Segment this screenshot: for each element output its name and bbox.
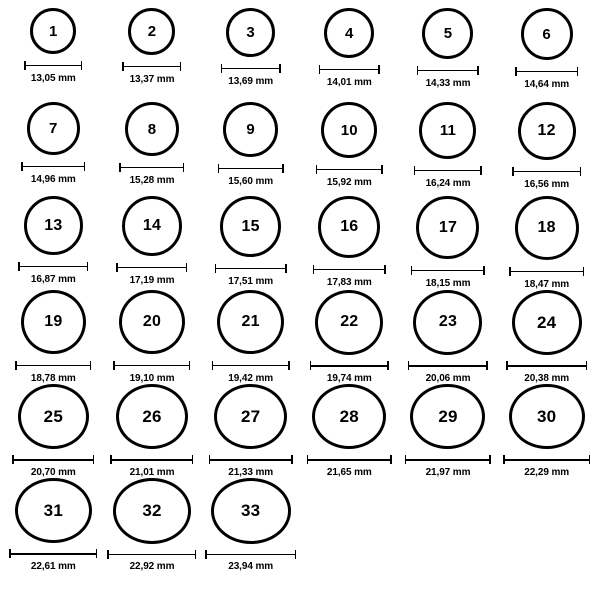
diameter-value: 13,05 mm <box>30 73 76 84</box>
ring-size-cell[interactable] <box>103 290 202 384</box>
ring-size-label: 22 <box>340 313 359 331</box>
ring-size-label: 28 <box>339 407 359 427</box>
ring-size-label: 23 <box>438 313 458 331</box>
measure-bar <box>119 167 184 169</box>
ring-circle <box>27 102 80 155</box>
diameter-measure-line <box>405 456 491 464</box>
ring-size-cell[interactable] <box>399 290 498 384</box>
diameter-measure-line <box>313 265 386 274</box>
ring-circle <box>217 290 284 354</box>
measure-bar <box>212 365 290 367</box>
diameter-value: 18,15 mm <box>425 278 471 289</box>
measure-bar <box>18 266 88 268</box>
measure-bar <box>405 459 491 461</box>
diameter-measure-line <box>18 262 88 271</box>
measure-bar <box>24 65 82 67</box>
measure-bar <box>307 459 392 461</box>
ring-size-label: 5 <box>443 25 453 42</box>
ring-circle <box>113 478 191 544</box>
ring-size-cell[interactable] <box>103 102 202 196</box>
diameter-measure-line <box>506 362 587 370</box>
ring-size-cell[interactable] <box>4 8 103 102</box>
measure-bar <box>9 553 97 555</box>
ring-size-cell[interactable] <box>201 384 300 478</box>
ring-size-cell[interactable] <box>300 8 399 102</box>
ring-circle <box>119 290 185 354</box>
ring-circle <box>324 8 374 58</box>
diameter-measure-line <box>319 65 380 74</box>
ring-size-label: 6 <box>542 25 551 43</box>
diameter-measure-line <box>414 166 482 175</box>
measure-bar <box>107 554 196 556</box>
ring-size-cell[interactable] <box>399 384 498 478</box>
ring-size-label: 27 <box>241 407 261 427</box>
diameter-measure-line <box>310 362 389 371</box>
ring-size-cell[interactable] <box>399 102 498 196</box>
ring-size-label: 17 <box>438 218 458 236</box>
measure-bar <box>316 169 383 171</box>
measure-bar <box>21 166 85 168</box>
diameter-value: 21,01 mm <box>129 467 175 478</box>
ring-circle <box>512 290 582 355</box>
ring-size-label: 4 <box>345 24 354 42</box>
diameter-value: 18,78 mm <box>30 373 76 384</box>
diameter-measure-line <box>122 62 181 71</box>
ring-circle <box>128 8 175 55</box>
diameter-measure-line <box>221 64 281 73</box>
ring-size-cell[interactable] <box>4 196 103 290</box>
ring-size-label: 29 <box>438 407 458 427</box>
ring-size-label: 25 <box>43 406 63 426</box>
diameter-value: 13,69 mm <box>228 76 274 87</box>
diameter-value: 14,33 mm <box>425 78 471 89</box>
diameter-measure-line <box>503 456 590 464</box>
diameter-value: 19,10 mm <box>129 373 175 384</box>
ring-size-label: 12 <box>537 122 556 139</box>
diameter-measure-line <box>218 164 284 173</box>
ring-size-cell[interactable] <box>300 384 399 478</box>
diameter-measure-line <box>509 267 584 276</box>
ring-size-label: 26 <box>142 406 162 426</box>
ring-size-label: 2 <box>147 23 157 40</box>
diameter-value: 16,24 mm <box>425 178 471 189</box>
diameter-value: 19,42 mm <box>228 373 274 384</box>
diameter-value: 13,37 mm <box>129 74 175 85</box>
diameter-value: 21,65 mm <box>326 467 372 478</box>
ring-circle <box>515 196 579 260</box>
diameter-value: 16,56 mm <box>524 179 570 190</box>
ring-size-label: 13 <box>44 216 63 234</box>
ring-size-label: 18 <box>537 219 556 236</box>
measure-bar <box>122 66 181 68</box>
ring-size-label: 8 <box>147 120 157 138</box>
diameter-value: 22,61 mm <box>30 561 76 572</box>
measure-bar <box>509 271 584 273</box>
diameter-measure-line <box>212 361 290 370</box>
ring-size-cell[interactable] <box>103 8 202 102</box>
ring-size-cell[interactable] <box>497 290 596 384</box>
measure-bar <box>209 459 293 461</box>
ring-size-cell[interactable] <box>201 102 300 196</box>
ring-circle <box>15 478 92 543</box>
diameter-measure-line <box>215 264 287 273</box>
ring-size-cell[interactable] <box>201 290 300 384</box>
ring-circle <box>116 384 188 449</box>
ring-size-cell[interactable] <box>4 478 103 572</box>
measure-bar <box>417 70 479 72</box>
diameter-value: 22,92 mm <box>129 561 175 572</box>
ring-size-label: 21 <box>241 313 260 331</box>
diameter-measure-line <box>116 263 187 272</box>
diameter-value: 17,83 mm <box>326 277 372 288</box>
diameter-measure-line <box>24 61 82 70</box>
diameter-value: 20,06 mm <box>425 373 471 384</box>
ring-circle <box>211 478 291 544</box>
ring-size-cell[interactable] <box>103 384 202 478</box>
ring-size-label: 30 <box>537 407 557 427</box>
ring-circle <box>122 196 182 256</box>
ring-circle <box>220 196 281 257</box>
ring-size-label: 14 <box>142 217 162 234</box>
ring-size-cell[interactable] <box>399 196 498 290</box>
diameter-measure-line <box>408 362 488 370</box>
ring-circle <box>419 102 476 159</box>
diameter-measure-line <box>21 162 85 171</box>
diameter-measure-line <box>515 67 578 76</box>
diameter-value: 17,19 mm <box>129 275 175 286</box>
ring-circle <box>223 102 278 157</box>
ring-size-cell[interactable] <box>497 102 596 196</box>
ring-size-cell[interactable] <box>4 290 103 384</box>
diameter-value: 23,94 mm <box>228 561 274 572</box>
measure-bar <box>110 459 193 461</box>
measure-bar <box>116 267 187 269</box>
ring-circle <box>518 102 576 160</box>
diameter-value: 15,92 mm <box>326 177 372 188</box>
diameter-value: 18,47 mm <box>524 279 570 290</box>
diameter-measure-line <box>307 456 392 464</box>
measure-bar <box>12 459 94 461</box>
diameter-value: 14,01 mm <box>326 77 372 88</box>
ring-size-label: 24 <box>537 312 557 332</box>
measure-bar <box>506 365 587 367</box>
diameter-measure-line <box>110 456 193 464</box>
diameter-measure-line <box>411 266 485 275</box>
measure-bar <box>15 365 91 367</box>
diameter-value: 21,97 mm <box>425 467 471 478</box>
ring-circle <box>24 196 83 255</box>
diameter-value: 15,60 mm <box>228 176 274 187</box>
ring-size-cell[interactable] <box>300 102 399 196</box>
ring-circle <box>318 196 380 258</box>
ring-circle <box>315 290 383 355</box>
ring-size-cell[interactable] <box>103 478 202 572</box>
ring-size-label: 3 <box>246 24 255 41</box>
diameter-measure-line <box>9 550 97 558</box>
diameter-measure-line <box>417 66 479 75</box>
ring-circle <box>18 384 89 449</box>
diameter-value: 14,96 mm <box>30 174 76 185</box>
measure-bar <box>113 365 190 367</box>
diameter-measure-line <box>113 361 190 370</box>
ring-size-label: 33 <box>241 501 261 521</box>
ring-circle <box>21 290 86 354</box>
measure-bar <box>215 268 287 270</box>
diameter-value: 19,74 mm <box>326 373 372 384</box>
measure-bar <box>515 71 578 73</box>
ring-size-cell[interactable] <box>201 196 300 290</box>
ring-size-cell[interactable] <box>4 384 103 478</box>
diameter-measure-line <box>107 551 196 558</box>
ring-size-label: 31 <box>43 501 63 521</box>
ring-circle <box>125 102 179 156</box>
ring-size-label: 15 <box>241 217 260 235</box>
ring-size-cell[interactable] <box>103 196 202 290</box>
ring-size-cell[interactable] <box>497 384 596 478</box>
measure-bar <box>221 68 281 70</box>
measure-bar <box>411 270 485 272</box>
measure-bar <box>512 171 581 173</box>
diameter-value: 17,51 mm <box>228 276 274 287</box>
ring-size-cell[interactable] <box>399 8 498 102</box>
ring-circle <box>509 384 585 449</box>
ring-size-cell[interactable] <box>300 290 399 384</box>
ring-size-label: 10 <box>340 121 358 139</box>
ring-size-cell[interactable] <box>300 196 399 290</box>
diameter-measure-line <box>12 456 94 464</box>
diameter-measure-line <box>209 456 293 464</box>
diameter-value: 16,87 mm <box>30 274 76 285</box>
ring-size-label: 11 <box>439 122 457 139</box>
diameter-measure-line <box>205 551 296 558</box>
diameter-value: 20,70 mm <box>30 467 76 478</box>
ring-circle <box>226 8 275 57</box>
ring-circle <box>422 8 473 59</box>
ring-size-label: 1 <box>49 22 58 40</box>
ring-circle <box>410 384 485 449</box>
ring-circle <box>521 8 573 60</box>
diameter-measure-line <box>119 163 184 172</box>
measure-bar <box>414 170 482 172</box>
diameter-value: 22,29 mm <box>524 467 570 478</box>
ring-circle <box>30 8 76 54</box>
ring-size-label: 19 <box>44 313 63 331</box>
diameter-value: 21,33 mm <box>228 467 274 478</box>
diameter-measure-line <box>512 167 581 176</box>
ring-size-cell[interactable] <box>497 8 596 102</box>
ring-circle <box>321 102 377 158</box>
ring-size-cell[interactable] <box>497 196 596 290</box>
diameter-value: 14,64 mm <box>524 79 570 90</box>
measure-bar <box>205 554 296 556</box>
diameter-value: 20,38 mm <box>524 373 570 384</box>
ring-circle <box>214 384 287 449</box>
measure-bar <box>319 69 380 71</box>
diameter-measure-line <box>316 165 383 174</box>
ring-size-cell[interactable] <box>4 102 103 196</box>
measure-bar <box>503 459 590 461</box>
ring-size-label: 16 <box>340 218 359 235</box>
measure-bar <box>313 269 386 271</box>
ring-size-label: 9 <box>246 121 255 138</box>
ring-circle <box>312 384 386 449</box>
ring-circle <box>416 196 479 259</box>
diameter-value: 15,28 mm <box>129 175 175 186</box>
ring-size-label: 32 <box>142 501 162 521</box>
ring-size-label: 20 <box>142 313 162 331</box>
ring-circle <box>413 290 482 355</box>
ring-size-cell[interactable] <box>201 478 300 572</box>
measure-bar <box>408 365 488 367</box>
measure-bar <box>310 365 389 367</box>
ring-size-cell[interactable] <box>201 8 300 102</box>
diameter-measure-line <box>15 361 91 370</box>
measure-bar <box>218 168 284 170</box>
ring-size-label: 7 <box>49 120 58 137</box>
